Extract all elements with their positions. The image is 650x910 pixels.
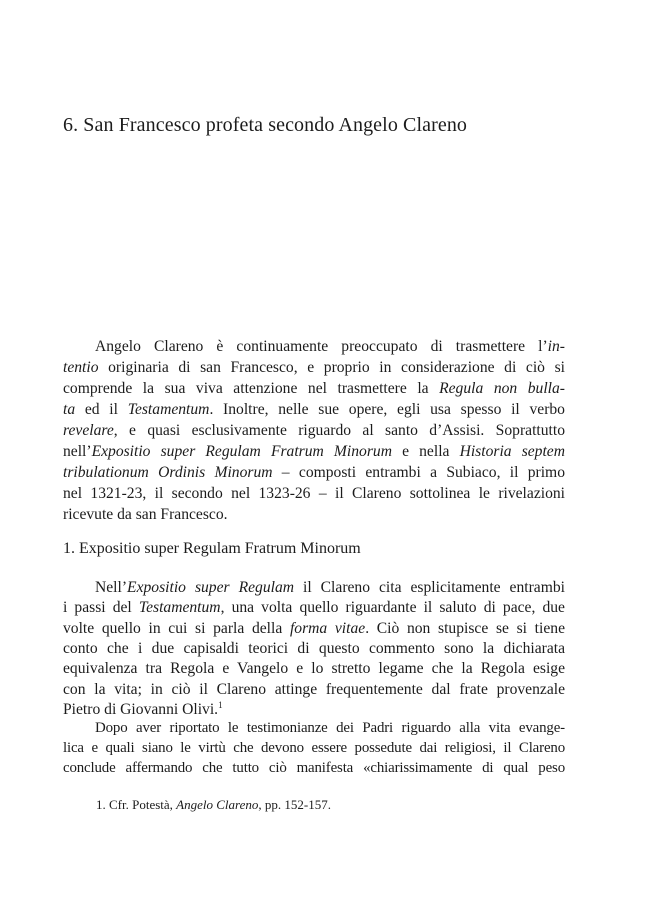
text-run: i passi del [63,599,139,617]
text-line [63,598,565,618]
italic-text: Expositio super Regulam [127,579,295,596]
text-line [63,379,565,399]
text-line [95,337,565,357]
text-line [63,639,565,659]
text-run: . Ciò non stupisce se si tiene [365,619,565,637]
footnote [96,796,331,814]
text-run: , e quasi esclusivamente riguardo al santo d’Assisi. Soprattutto [113,422,565,439]
text-run: – composti entrambi a Subiaco, il primo [272,464,565,481]
text-run: Angelo Clareno è continuamente preoccupato di trasmettere l’ [95,338,548,355]
text-run: , una volta quello riguardante il saluto di pace, due [220,599,565,617]
italic-text: forma vitae [289,619,366,637]
text-run: nel 1321-23, il secondo nel 1323-26 – il Clareno sottolinea le rivelazioni [63,485,565,502]
italic-text: ta [63,401,76,418]
italic-text: Expositio super Regulam Fratrum Minorum [91,443,392,460]
text-run: e nella [391,443,460,460]
text-run: . Inoltre, nelle sue opere, egli usa spesso il verbo [209,401,565,418]
italic-text: tribulationum Ordinis Minorum [63,464,273,481]
italic-text: in- [547,338,565,355]
italic-text: revelare [63,422,114,439]
text-line [63,442,565,462]
chapter-title: 6. San Francesco profeta secondo Angelo Clareno [63,114,468,136]
text-line [63,680,565,700]
text-line [63,400,565,420]
text-run: il Clareno cita esplicitamente entrambi [294,579,565,596]
italic-text: Angelo Clareno [176,797,259,812]
text-run: equivalenza tra Regola e Vangelo e lo stretto legame che la Regola esige [63,660,565,678]
text-line [63,738,565,758]
italic-text: Testamentum [138,599,221,617]
text-run: ricevute da san Francesco. [63,506,228,523]
footnote-ref[interactable]: 1 [218,699,223,710]
italic-text: Testamentum [127,401,210,418]
text-run: , pp. 152-157. [258,797,331,812]
text-run: 1. Cfr. Potestà, [96,797,177,812]
text-run: comprende la sua viva attenzione nel trasmettere la [63,380,440,397]
text-line [95,578,565,598]
text-line [63,758,565,778]
text-line [63,659,565,679]
text-line [63,700,565,720]
text-line [63,619,565,639]
text-line [63,505,565,525]
text-run: con la vita; in ciò il Clareno attinge frequentemente dal frate provenzale [63,680,565,698]
section-heading: 1. Expositio super Regulam Fratrum Minorum [63,540,361,557]
text-run: originaria di san Francesco, e proprio in considerazione di ciò si [98,359,565,376]
text-run: Nell’ [95,579,128,596]
text-run: conto che i due capisaldi teorici di questo commento sono la dichiarata [63,639,565,657]
text-run: Pietro di Giovanni Olivi. [63,700,219,718]
text-line [63,484,565,504]
text-run: lica e quali siano le virtù che devono essere possedute dai religiosi, il Clareno [63,740,565,756]
text-run: conclude affermando che tutto ciò manifesta «chiarissimamente di qual peso [63,760,565,776]
text-run: Dopo aver riportato le testimonianze dei Padri riguardo alla vita evange- [95,720,565,736]
text-run: nell’ [63,443,92,460]
text-line [95,718,565,738]
italic-text: Regula non bulla- [439,380,565,397]
text-line [63,463,565,483]
italic-text: tentio [63,359,99,376]
italic-text: Historia septem [459,443,565,460]
text-line [63,358,565,378]
text-run: volte quello in cui si parla della [63,619,290,637]
text-line [63,421,565,441]
text-run: ed il [75,401,128,418]
